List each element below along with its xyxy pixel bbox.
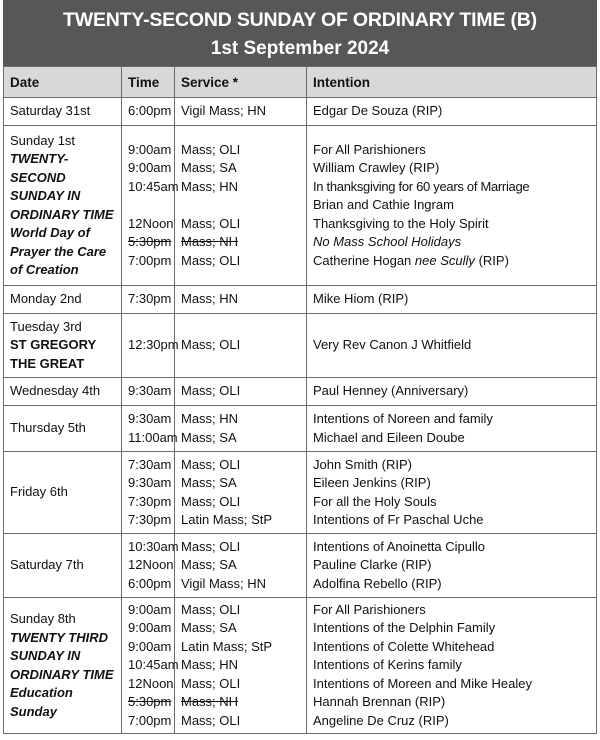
date-cell	[4, 286, 122, 314]
mass-service: Mass; OLI	[181, 601, 241, 617]
time-cell	[122, 286, 175, 314]
mass-service: Mass; SA	[181, 160, 237, 176]
date-label: Saturday 31st	[10, 103, 91, 119]
date-label: Monday 2nd	[10, 291, 82, 307]
mass-intention: William Crawley (RIP)	[313, 160, 440, 176]
feast-line: SECOND	[10, 169, 66, 185]
mass-intention: Adolfina Rebello (RIP)	[313, 575, 442, 591]
spacer	[181, 196, 300, 215]
mass-intention: Thanksgiving to the Holy Spirit	[313, 215, 489, 231]
date-label: Saturday 7th	[10, 557, 84, 573]
table-row	[4, 98, 597, 126]
mass-service: Latin Mass; StP	[181, 638, 273, 654]
mass-intention: Brian and Cathie Ingram	[313, 197, 454, 213]
cancelled-mass-service: Mass; NH	[181, 694, 239, 710]
feast-line: World Day of	[10, 225, 90, 240]
mass-service: Mass; OLI	[181, 493, 241, 509]
cancelled-mass-time: 5:30pm	[128, 234, 172, 250]
mass-service: Mass; HN	[181, 657, 239, 673]
intention-cell	[307, 126, 597, 286]
mass-time: 9:30am	[128, 475, 172, 490]
feast-line: Prayer the Care	[10, 243, 107, 259]
date-label: Sunday 8th	[10, 611, 76, 626]
table-row	[4, 378, 597, 406]
title-banner	[3, 0, 597, 66]
mass-time: 9:30am	[128, 411, 172, 426]
mass-service: Mass; HN	[181, 178, 239, 194]
mass-intention: For all the Holy Souls	[313, 493, 437, 509]
mass-time: 7:00pm	[128, 712, 172, 728]
time-cell	[122, 406, 178, 452]
mass-time: 9:00am	[128, 601, 172, 617]
mass-intention: Hannah Brennan (RIP)	[313, 694, 446, 710]
mass-intention: In thanksgiving for 60 years of Marriage	[313, 178, 530, 194]
column-header-intention: Intention	[307, 67, 597, 98]
mass-time: 9:30am	[128, 383, 172, 399]
feast-line: Education	[10, 685, 73, 700]
date-cell	[4, 126, 122, 286]
service-cell	[175, 126, 307, 286]
column-header-service: Service *	[175, 67, 307, 98]
date-label: Wednesday 4th	[10, 383, 101, 399]
mass-service: Mass; SA	[181, 429, 237, 445]
mass-notice: No Mass School Holidays	[313, 234, 462, 250]
mass-time: 6:00pm	[128, 103, 172, 119]
intention-name: Catherine Hogan	[313, 252, 412, 268]
mass-service: Mass; OLI	[181, 538, 241, 554]
table-row	[4, 286, 597, 314]
page-title: TWENTY-SECOND SUNDAY OF ORDINARY TIME (B)	[63, 9, 537, 31]
mass-service: Mass; SA	[181, 620, 237, 636]
intention-suffix: (RIP)	[478, 252, 509, 268]
mass-intention: Intentions of Noreen and family	[313, 411, 493, 426]
mass-time: 10:45am	[128, 657, 179, 673]
feast-line: ORDINARY TIME	[10, 206, 114, 222]
time-cell	[122, 98, 175, 126]
mass-intention: Intentions of Kerins family	[313, 657, 462, 673]
date-cell	[4, 452, 122, 534]
mass-time: 7:30am	[128, 456, 172, 472]
date-label: Thursday 5th	[10, 420, 86, 436]
date-label: Friday 6th	[10, 484, 68, 500]
mass-service: Mass; OLI	[181, 383, 241, 399]
intention-surname: Scully	[440, 252, 475, 268]
mass-service: Mass; OLI	[181, 141, 241, 157]
date-cell	[4, 314, 122, 378]
feast-line: SUNDAY IN	[10, 188, 81, 203]
mass-service: Mass; OLI	[181, 337, 241, 353]
service-cell	[175, 314, 307, 378]
mass-service: Mass; OLI	[181, 712, 241, 728]
mass-time: 12:30pm	[128, 337, 179, 353]
mass-schedule-table	[3, 66, 597, 734]
mass-intention: Intentions of Moreen and Mike Healey	[313, 675, 532, 691]
mass-service: Vigil Mass; HN	[181, 575, 267, 591]
mass-time: 10:45am	[128, 178, 179, 194]
time-cell	[122, 126, 179, 286]
service-cell	[175, 452, 307, 534]
intention-cell	[307, 98, 597, 126]
mass-intention: Pauline Clarke (RIP)	[313, 557, 432, 573]
date-label: Sunday 1st	[10, 132, 76, 148]
time-cell	[122, 378, 175, 406]
table-row	[4, 314, 597, 378]
mass-service: Mass; OLI	[181, 675, 241, 691]
feast-line: ORDINARY TIME	[10, 666, 114, 682]
feast-line: SUNDAY IN	[10, 648, 81, 663]
cancelled-mass-time: 5:30pm	[128, 694, 172, 710]
mass-time: 12Noon	[128, 675, 174, 691]
feast-line: Sunday	[10, 703, 57, 719]
mass-service: Mass; SA	[181, 557, 237, 573]
intention-cell	[307, 378, 597, 406]
mass-intention: Paul Henney (Anniversary)	[313, 383, 469, 399]
mass-time: 7:30pm	[128, 512, 172, 527]
page-date: 1st September 2024	[210, 38, 390, 59]
mass-intention: Michael and Eileen Doube	[313, 429, 465, 445]
spacer	[128, 196, 168, 215]
mass-time: 6:00pm	[128, 575, 172, 591]
date-label: Tuesday 3rd	[10, 318, 82, 334]
mass-intention: Angeline De Cruz (RIP)	[313, 712, 449, 728]
mass-service: Mass; OLI	[181, 456, 241, 472]
mass-intention: John Smith (RIP)	[313, 456, 412, 472]
table-row	[4, 598, 597, 734]
date-cell	[4, 406, 122, 452]
mass-time: 7:30pm	[128, 493, 172, 509]
date-cell	[4, 534, 122, 598]
intention-cell	[307, 286, 597, 314]
mass-time: 9:00am	[128, 638, 172, 654]
table-row	[4, 534, 597, 598]
mass-intention	[313, 252, 590, 271]
feast-line: TWENTY-	[10, 151, 69, 166]
service-cell	[175, 406, 307, 452]
intention-cell	[307, 534, 597, 598]
table-row	[4, 406, 597, 452]
mass-service: Mass; HN	[181, 291, 239, 307]
feast-line: of Creation	[10, 262, 79, 277]
mass-intention: Very Rev Canon J Whitfield	[313, 337, 472, 353]
intention-nee: nee	[414, 252, 437, 268]
mass-intention: Intentions of Colette Whitehead	[313, 638, 495, 654]
mass-intention: Edgar De Souza (RIP)	[313, 103, 443, 119]
mass-time: 11:00am	[128, 429, 178, 445]
mass-intention: Intentions of Fr Paschal Uche	[313, 512, 484, 527]
time-cell	[122, 452, 175, 534]
mass-intention: For All Parishioners	[313, 601, 426, 617]
time-cell	[122, 598, 179, 734]
feast-line: THE GREAT	[10, 355, 85, 371]
mass-service: Latin Mass; StP	[181, 512, 273, 527]
intention-cell	[307, 314, 597, 378]
intention-cell	[307, 598, 597, 734]
mass-time: 12Noon	[128, 215, 174, 231]
date-cell	[4, 378, 122, 406]
service-cell	[175, 286, 307, 314]
feast-line: ST GREGORY	[10, 337, 97, 353]
mass-service: Mass; SA	[181, 475, 237, 490]
mass-intention: Eileen Jenkins (RIP)	[313, 475, 431, 490]
mass-time: 9:00am	[128, 141, 172, 157]
mass-time: 12Noon	[128, 557, 174, 573]
mass-service: Mass; HN	[181, 411, 239, 426]
table-header-row	[4, 67, 597, 98]
intention-cell	[307, 452, 597, 534]
column-header-time: Time	[122, 67, 175, 98]
service-cell	[175, 378, 307, 406]
mass-service: Mass; OLI	[181, 215, 241, 231]
time-cell	[122, 534, 179, 598]
mass-intention: Intentions of Anoinetta Cipullo	[313, 538, 486, 554]
table-row	[4, 452, 597, 534]
schedule-page	[3, 0, 597, 734]
mass-time: 7:30pm	[128, 291, 172, 307]
mass-time: 10:30am	[128, 538, 179, 554]
mass-intention: Intentions of the Delphin Family	[313, 620, 496, 636]
column-header-date: Date	[4, 67, 122, 98]
mass-intention: Mike Hiom (RIP)	[313, 291, 409, 307]
mass-service: Vigil Mass; HN	[181, 103, 267, 119]
time-cell	[122, 314, 179, 378]
feast-line: TWENTY THIRD	[10, 629, 108, 645]
mass-intention: For All Parishioners	[313, 141, 426, 157]
mass-time: 7:00pm	[128, 252, 172, 268]
mass-time: 9:00am	[128, 620, 172, 636]
table-row	[4, 126, 597, 286]
mass-time: 9:00am	[128, 160, 172, 176]
service-cell	[175, 534, 307, 598]
date-cell	[4, 98, 122, 126]
intention-cell	[307, 406, 597, 452]
date-cell	[4, 598, 122, 734]
service-cell	[175, 598, 307, 734]
service-cell	[175, 98, 307, 126]
mass-service: Mass; OLI	[181, 252, 241, 268]
cancelled-mass-service: Mass; NH	[181, 234, 239, 250]
